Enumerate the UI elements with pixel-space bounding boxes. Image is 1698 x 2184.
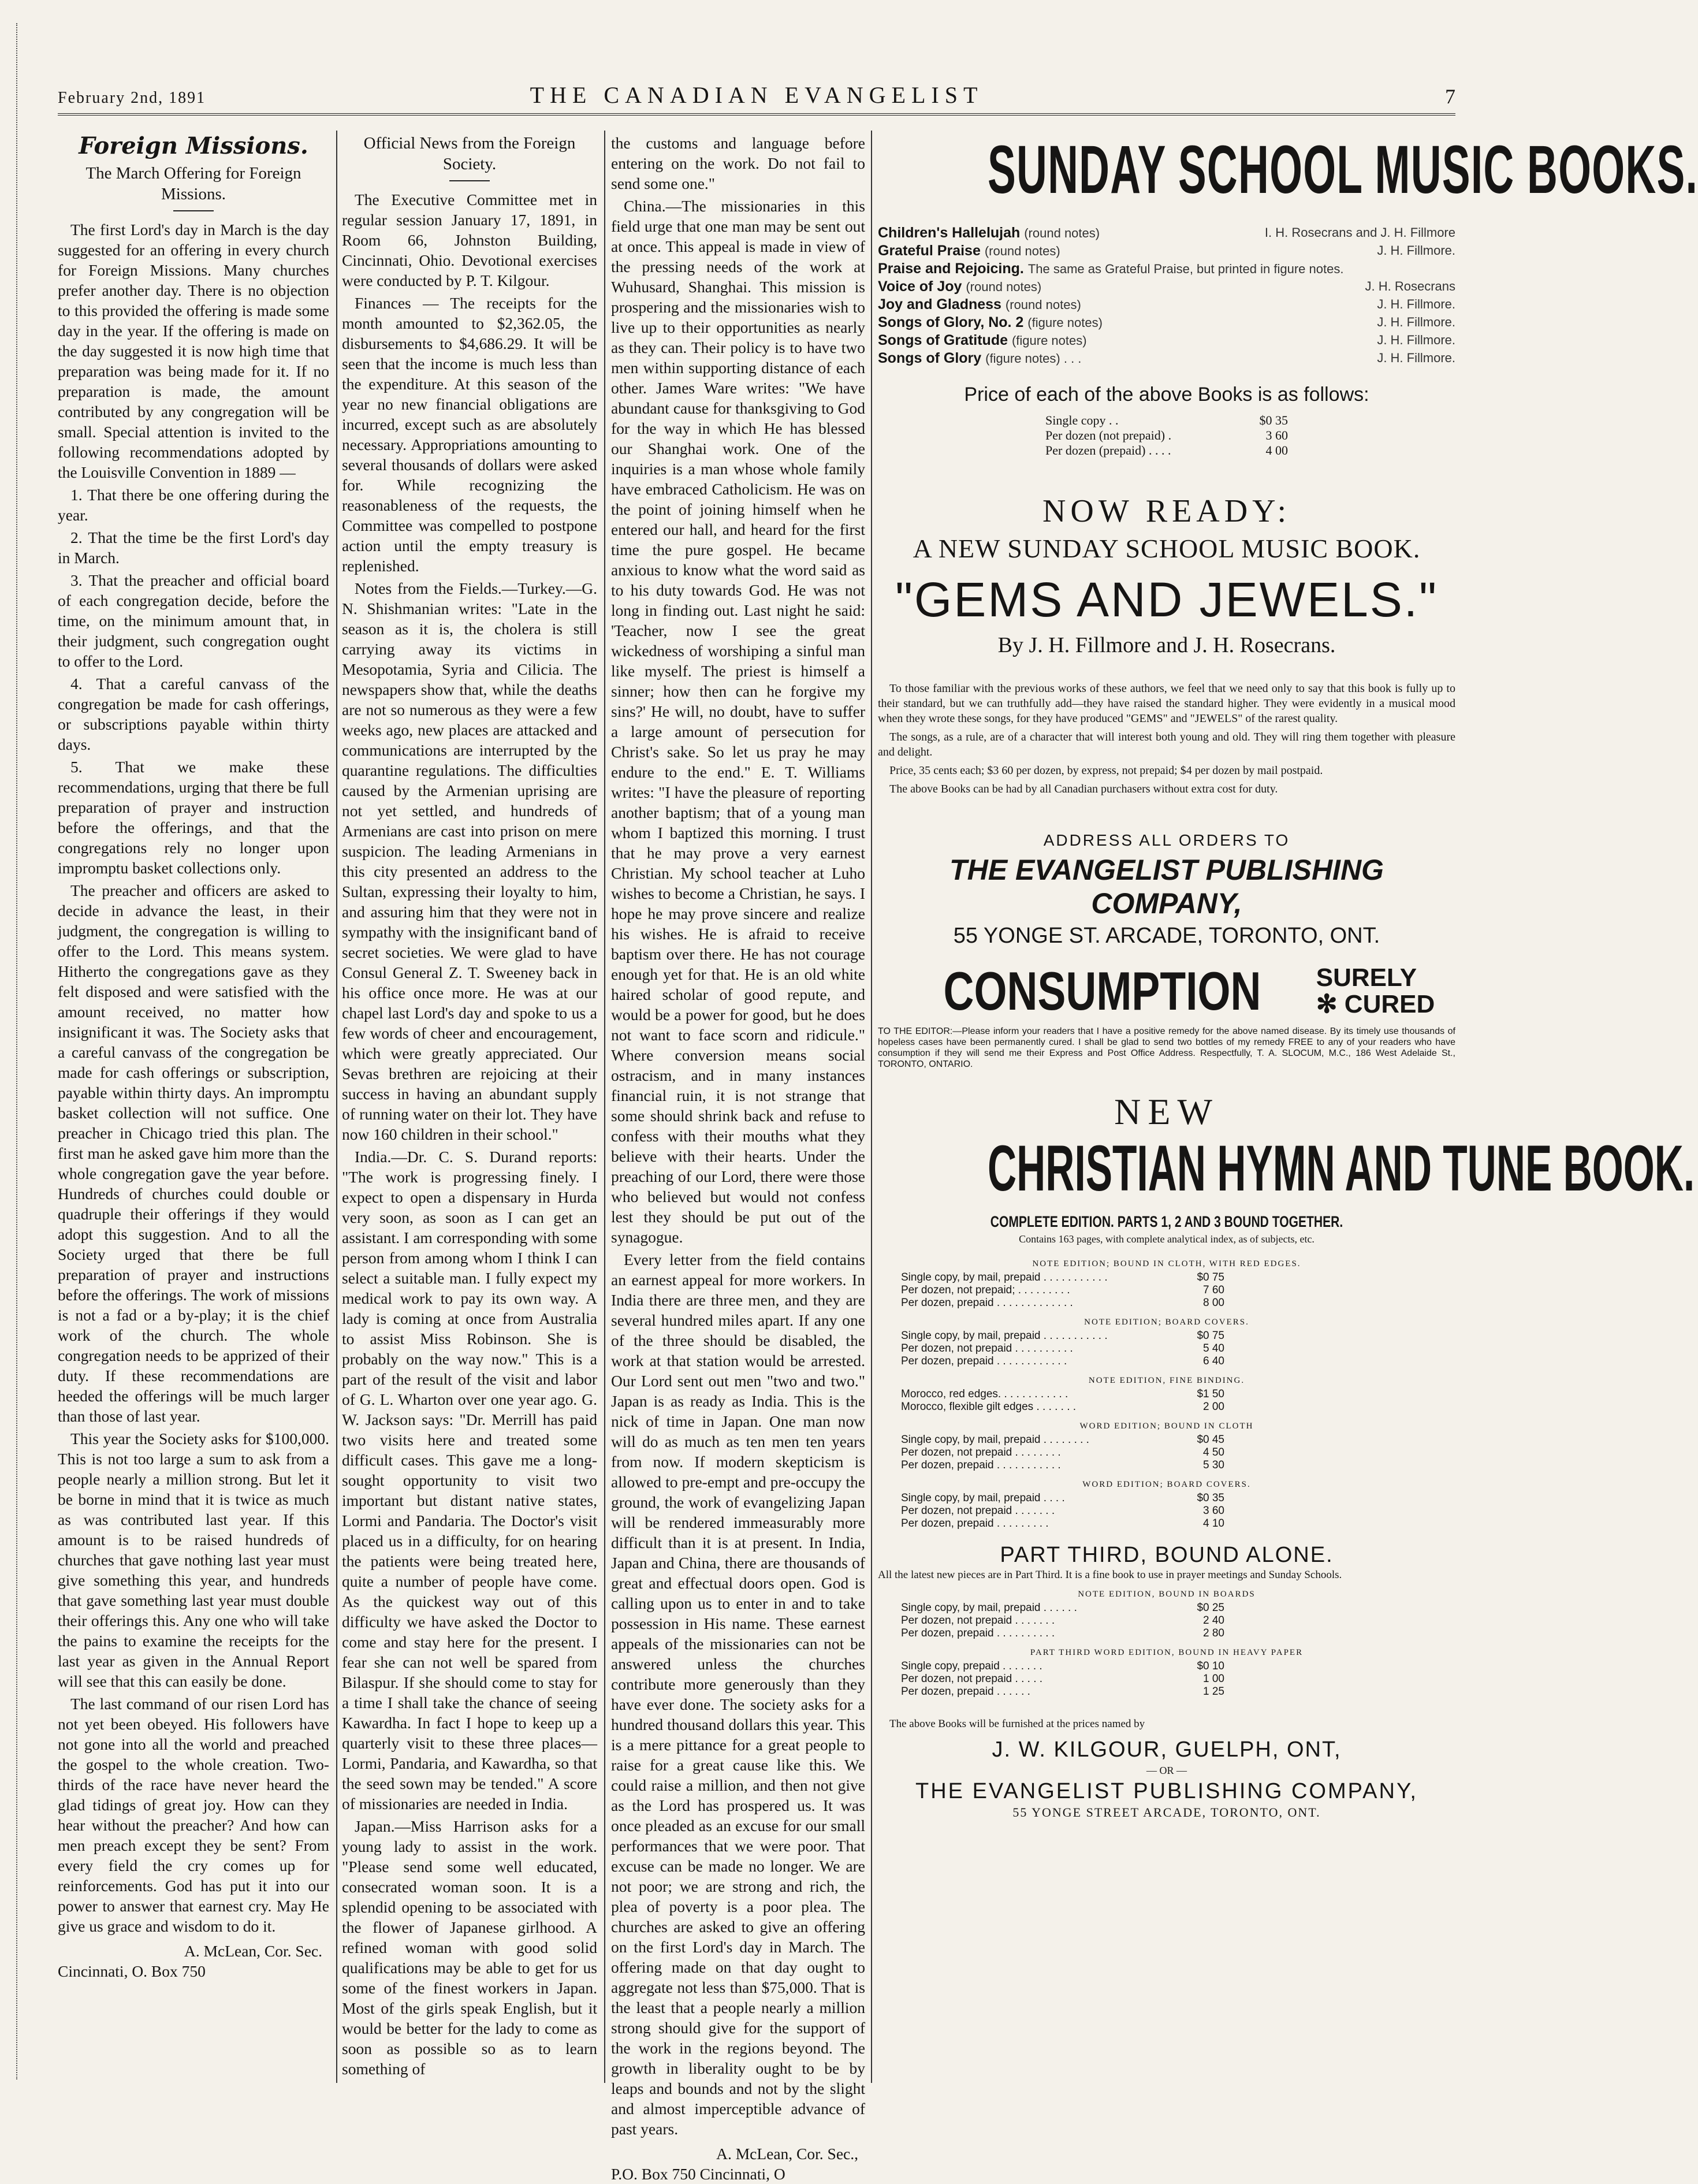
edition-label: Per dozen, prepaid . . . . . . . . . . . . .: [901, 1297, 1073, 1309]
edition-price: 3 60: [1203, 1505, 1224, 1517]
new-heading: NEW: [1114, 1091, 1219, 1132]
column-divider: [604, 131, 605, 2083]
edition-heading: WORD EDITION; BOARD COVERS.: [1082, 1480, 1251, 1489]
surely-text: SURELY: [1316, 963, 1417, 992]
edition-price: 2 80: [1203, 1627, 1224, 1639]
column-official-news-continued: [611, 133, 865, 2183]
edition-label: Morocco, flexible gilt edges . . . . . . .: [901, 1401, 1077, 1413]
edition-price: 5 30: [1203, 1459, 1224, 1471]
price-table: [1045, 413, 1288, 458]
book-author: J. H. Fillmore.: [1377, 243, 1455, 258]
column-divider: [336, 131, 337, 2083]
edition-label: Per dozen, prepaid . . . . . . . . . .: [901, 1627, 1055, 1639]
edition-row: [901, 1446, 1224, 1459]
divider: [173, 210, 214, 211]
edition-row: [901, 1330, 1224, 1342]
edition-price: $0 25: [1197, 1602, 1224, 1614]
edition-price: $1 50: [1197, 1388, 1224, 1400]
book-note: The same as Grateful Praise, but printed in figure notes.: [1027, 262, 1344, 276]
edition-row: [901, 1505, 1224, 1517]
edition-row: [901, 1602, 1224, 1614]
price-row: [1045, 413, 1288, 428]
article-paragraph: The preacher and officers are asked to decide in advance the least, in their judgment, the congregation is willing to offer to the Lord. This means system. Hitherto the congregations gave as they felt disposed and were satisfied with the amount received, no matter how insignificant it was. The Society asks that a careful canvass of the congregation be made for cash offerings or subscription, payable within thirty days. An impromptu basket collection will not suffice. One preacher in Chicago tried this plan. The first man he asked gave him more than the whole congregation gave the year before. Hundreds of churches could double or quadruple their offerings if they would adopt this suggestion. And to all the Society urged that there be full preparation of prayer and instructions before the offerings. The work of missions is not a fad or a by-play; it is the chief work of the church. The whole congregation needs to be apprized of their duty. If these recommendations are heeded the offerings will be much larger than those of last year.: [58, 881, 329, 1425]
edition-label: Per dozen, prepaid . . . . . . . . .: [901, 1517, 1049, 1530]
edition-price: 4 50: [1203, 1446, 1224, 1459]
book-row: [878, 260, 1455, 278]
edition-row: [901, 1627, 1224, 1640]
book-author: J. H. Rosecrans: [1365, 279, 1455, 293]
edition-label: Single copy, prepaid . . . . . . .: [901, 1660, 1042, 1672]
edition-heading: NOTE EDITION; BOARD COVERS.: [1084, 1318, 1249, 1327]
book-title-group: [878, 349, 1081, 367]
book-title-group: [878, 260, 1343, 278]
price-label: Per dozen (not prepaid) .: [1045, 428, 1172, 442]
book-author: J. H. Fillmore.: [1377, 351, 1455, 365]
price-heading: Price of each of the above Books is as follows:: [964, 384, 1369, 405]
article-paragraph: Finances — The receipts for the month amounted to $2,362.05, the disbursements to $4,686.29. It will be seen that the income is much less than the expenditure. At this season of the year no new financial obligations are incurred, except such as are absolutely necessary. Appropriations amounting to several thousands of dollars were asked for. While recognizing the reasonableness of the requests, the Committee was compelled to postpone action until the empty treasury is replenished.: [342, 294, 597, 575]
book-title-group: [878, 278, 1041, 296]
gems-description: To those familiar with the previous works of these authors, we feel that we need only to say that this book is fully up to their standard, but we can truthfully add—they have raised the standard higher. They were evidently in a musical mood when they wrote these songs, for they have produced "GEMS" and "JEWELS" of the rarest quality.: [878, 682, 1455, 725]
edition-heading: NOTE EDITION, FINE BINDING.: [1088, 1376, 1245, 1385]
complete-edition: COMPLETE EDITION. PARTS 1, 2 AND 3 BOUND TOGETHER.: [990, 1213, 1343, 1230]
divider: [449, 180, 490, 181]
part-third-price-list: [878, 1590, 1455, 1698]
gems-price: Price, 35 cents each; $3 60 per dozen, by express, not prepaid; $4 per dozen by mail postpaid.: [889, 764, 1323, 777]
edition-rows: [901, 1434, 1224, 1472]
hymn-book-title: CHRISTIAN HYMN AND TUNE BOOK.: [988, 1132, 1695, 1204]
ad-title: SUNDAY SCHOOL MUSIC BOOKS.: [988, 132, 1698, 208]
book-name: Songs of Glory, No. 2: [878, 314, 1028, 330]
book-note: (round notes): [1005, 297, 1081, 312]
edition-heading: NOTE EDITION, BOUND IN BOARDS: [1078, 1590, 1256, 1599]
column-foreign-missions: [58, 133, 329, 2085]
article-paragraph: the customs and language before entering on the work. Do not fail to send some one.": [611, 134, 865, 192]
book-row: [878, 224, 1455, 242]
article-paragraph: This year the Society asks for $100,000. This is not too large a sum to ask from a people nearly a million strong. But let it be borne in mind that it is twice as much as was contributed last year. If this amount is to be raised hundreds of churches that gave nothing last year must give something this year, and hundreds that gave something last year must double their offerings this. Any one who will take the pains to examine the receipts for the last year as given in the Annual Report will see that this can easily be done.: [58, 1430, 329, 1690]
signature-name: A. McLean, Cor. Sec.,: [716, 2145, 858, 2163]
issue-date: February 2nd, 1891: [58, 89, 206, 107]
edition-price: $0 35: [1197, 1492, 1224, 1504]
gems-byline: By J. H. Fillmore and J. H. Rosecrans.: [997, 633, 1336, 657]
new-book-heading: A NEW SUNDAY SCHOOL MUSIC BOOK.: [913, 534, 1421, 563]
price-row: [1045, 428, 1288, 443]
book-row: [878, 296, 1455, 314]
book-name: Songs of Glory: [878, 350, 986, 366]
book-row: [878, 278, 1455, 296]
part-third-note: All the latest new pieces are in Part Third. It is a fine book to use in prayer meetings and Sunday Schools.: [878, 1569, 1342, 1581]
book-title-group: [878, 296, 1081, 314]
edition-label: Per dozen, not prepaid; . . . . . . . . .: [901, 1284, 1070, 1296]
edition-price: 8 00: [1203, 1297, 1224, 1309]
column-official-news: [342, 133, 597, 2085]
edition-label: Per dozen, prepaid . . . . . . . . . . .: [901, 1459, 1061, 1471]
book-row: [878, 349, 1455, 367]
page-edge-markings: [16, 23, 23, 2079]
publisher-name-bottom: THE EVANGELIST PUBLISHING COMPANY,: [915, 1779, 1418, 1803]
music-books-advertisement: [878, 131, 1698, 2083]
edition-price: $0 75: [1197, 1271, 1224, 1283]
consumption-text: TO THE EDITOR:—Please inform your readers that I have a positive remedy for the above named disease. By its timely use thousands of hopeless cases have been permanently cured. I shall be glad to send two bottles of my remedy FREE to any of your readers who have consumption if they will send me their Express and Post Office Address. Respectfully, T. A. SLOCUM, M.C., 186 West Adelaide St., TORONTO, ONTARIO.: [878, 1026, 1455, 1069]
book-title-group: [878, 314, 1103, 332]
book-note: (round notes): [966, 280, 1042, 294]
edition-row: [901, 1297, 1224, 1309]
book-name: Voice of Joy: [878, 278, 966, 295]
price-value: $0 35: [1259, 413, 1288, 427]
edition-row: [901, 1459, 1224, 1472]
edition-price: $0 75: [1197, 1330, 1224, 1342]
edition-label: Single copy, by mail, prepaid . . . . . . . . . . .: [901, 1330, 1108, 1342]
book-row: [878, 242, 1455, 260]
recommendation-1: 1. That there be one offering during the year.: [58, 486, 329, 524]
or-separator: — OR —: [1146, 1765, 1187, 1776]
edition-price-list: [878, 1259, 1455, 1530]
edition-price: 6 40: [1203, 1355, 1224, 1367]
edition-rows: [901, 1271, 1224, 1309]
publisher-name: THE EVANGELIST PUBLISHING COMPANY,: [949, 854, 1384, 920]
article-title: Official News from the Foreign Society.: [363, 134, 576, 173]
article-paragraph: The last command of our risen Lord has not yet been obeyed. His followers have not gone into all the world and preached the gospel to the whole creation. Two-thirds of the race have never heard the glad tidings of great joy. How can they hear without the preacher? And how can men preach except they be sent? From every field the cry comes up for reinforcements. God has put it into our power to answer that earnest cry. May He give us grace and wisdom to do it.: [58, 1695, 329, 1935]
article-paragraph: China.—The missionaries in this field urge that one man may be sent out at once. This appeal is made in view of the pressing needs of the work at Wuhusard, Shanghai. This mission is prospering and the missionaries wish to live up to their opportunities as nearly as they can. Their policy is to have two men within supporting distance of each other. James Ware writes: "We have abundant cause for thanksgiving to God for the way in which He has blessed our Shanghai work. One of the inquiries is a man whose whole family have embraced Catholicism. He was on the point of joining himself when he entered our hall, and heard for the first time the pure gospel. He became anxious to know what the word said as to his duty towards God. He was not long in finding out. Last night he said: 'Teacher, now I see the great wickedness of worshiping a sinful man like myself. The priest is himself a sinner; how then can he forgive my sins?' He will, no doubt, have to suffer a large amount of persecution for Christ's sake. So let us pray he may endure to the end." E. T. Williams writes: "I have the pleasure of reporting another baptism; that of a young man whom I baptized this morning. I trust that he may prove a very earnest Christian. My school teacher at Luho wishes to become a Christian, he says. I hope he may prove sincere and realize his wishes. He is afraid to receive baptism over there. He has not courage enough yet for that. He is an old white haired scholar of good repute, and would be a power for good, but he does not want to face scorn and ridicule." Where conversion means social ostracism, and in many instances financial ruin, it is not strange that some should shrink back and refuse to confess with their mouths what they believe with their hearts. Under the preaching of our Lord, there were those who believed but would not confess lest they should be put out of the synagogue.: [611, 197, 865, 1246]
edition-heading: PART THIRD WORD EDITION, BOUND IN HEAVY PAPER: [1030, 1648, 1304, 1657]
book-name: Joy and Gladness: [878, 296, 1006, 312]
edition-label: Morocco, red edges. . . . . . . . . . . .: [901, 1388, 1068, 1400]
article-paragraph: The Executive Committee met in regular session January 17, 1891, in Room 66, Johnston Building, Cincinnati, Ohio. Devotional exercises were conducted by P. T. Kilgour.: [342, 191, 597, 289]
book-note: (figure notes): [1027, 315, 1103, 330]
surely-cured: [1316, 965, 1435, 1018]
edition-price: 1 25: [1203, 1686, 1224, 1698]
price-row: [1045, 443, 1288, 458]
book-title-group: [878, 224, 1100, 242]
edition-row: [901, 1673, 1224, 1686]
edition-label: Single copy, by mail, prepaid . . . .: [901, 1492, 1065, 1504]
page-number: 7: [1445, 85, 1455, 108]
article-paragraph: Notes from the Fields.—Turkey.—G. N. Shishmanian writes: "Late in the season as it is, the cholera is still carrying away its victims in Mesopotamia, Syria and Cilicia. The newspapers show that, while the deaths are not so numerous as they were a few weeks ago, new places are attacked and communications are interrupted by the quarantine regulations. The difficulties caused by the Armenian uprising are not yet settled, and hundreds of Armenians are cast into prison on mere suspicion. The leading Armenians in this city presented an address to the Sultan, expressing their loyalty to him, and assuring him that they were not in sympathy with the insignificant band of secret societies. We were glad to have Consul General Z. T. Sweeney back in his office once more. He was at our chapel last Lord's day and spoke to us a few words of cheer and encouragement, which were greatly appreciated. Our Sevas brethren are rejoicing at their success in having an abundant supply of running water on their lot. They have now 160 children in their school.": [342, 579, 597, 1143]
part-third-heading: PART THIRD, BOUND ALONE.: [1000, 1543, 1334, 1567]
price-label: Single copy . .: [1045, 413, 1119, 427]
column-divider: [871, 131, 872, 2083]
gems-and-jewels-title: "GEMS AND JEWELS.": [895, 572, 1438, 627]
now-ready-heading: NOW READY:: [1042, 493, 1291, 529]
book-note: (figure notes) . . .: [985, 351, 1082, 366]
gems-duty-note: The above Books can be had by all Canadian purchasers without extra cost for duty.: [889, 783, 1278, 795]
book-note: (round notes): [1024, 226, 1100, 240]
book-author: I. H. Rosecrans and J. H. Fillmore: [1264, 225, 1455, 240]
edition-price: 7 60: [1203, 1284, 1224, 1296]
edition-row: [901, 1660, 1224, 1673]
article-paragraph: India.—Dr. C. S. Durand reports: "The work is progressing finely. I expect to open a dispensary in Hurda very soon, as soon as I can get an assistant. I am corresponding with some person from among whom I think I can select a suitable man. I fully expect my medical work to pay its own way. A lady is coming at once from Australia to assist Miss Robinson. She is probably on the way now." This is a part of the result of the visit and labor of G. L. Wharton over one year ago. G. W. Jackson says: "Dr. Merrill has paid two visits here and treated some difficult cases. This gave me a long-sought opportunity to visit two important but distant native states, Lormi and Pandaria. The Doctor's visit placed us in a difficulty, for on hearing the patients were being treated here, quite a number of people have come. As the quickest way out of this difficulty we have asked the Doctor to come and stay here for the present. I fear she can not well be spared from Bilaspur. If she should come to stay for a time I shall take the chance of seeing Kawardha. In fact I hope to keep up a quarterly visit to these three places—Lormi, Pandaria, and Kawardha, so that the seed sown may be tended." A score of missionaries are needed in India.: [342, 1148, 597, 1813]
paper-title: THE CANADIAN EVANGELIST: [530, 82, 984, 108]
edition-heading: NOTE EDITION; BOUND IN CLOTH, WITH RED EDGES.: [1032, 1259, 1301, 1268]
edition-label: Per dozen, not prepaid . . . . .: [901, 1673, 1043, 1685]
signature-place: Cincinnati, O. Box 750: [58, 1962, 206, 1980]
edition-price: $0 45: [1197, 1434, 1224, 1446]
recommendation-3: 3. That the preacher and official board of each congregation decide, before the time, on the minimum amount that, in their judgment, such congregation ought to offer to the Lord.: [58, 571, 329, 670]
book-name: Praise and Rejoicing.: [878, 261, 1028, 277]
book-row: [878, 314, 1455, 332]
edition-label: Per dozen, prepaid . . . . . .: [901, 1686, 1030, 1698]
edition-price: 2 40: [1203, 1614, 1224, 1627]
address-all-orders: ADDRESS ALL ORDERS TO: [1043, 831, 1290, 849]
edition-label: Per dozen, not prepaid . . . . . . .: [901, 1614, 1055, 1627]
edition-label: Per dozen, not prepaid . . . . . . . . . .: [901, 1342, 1073, 1355]
edition-rows: [901, 1660, 1224, 1698]
book-note: (round notes): [984, 244, 1060, 258]
edition-label: Per dozen, prepaid . . . . . . . . . . . .: [901, 1355, 1067, 1367]
article-paragraph: Every letter from the field contains an earnest appeal for more workers. In India there are three men, and they are several hundred miles apart. If any one of the three should be disabled, the work at that station would be arrested. Our Lord sent out men "two and two." Japan is as ready as India. This is the nick of time in Japan. One man now will do as much as ten men ten years from now. If modern skepticism is allowed to pre-empt and pre-occupy the ground, the work of evangelizing Japan will be rendered immeasurably more difficult than it is at present. In India, Japan and China, there are thousands of great and effectual doors open. God is calling upon us to enter in and to take possession in His name. These earnest appeals of the missionaries can not be answered unless the churches contribute more generously than they have ever done. The society asks for a hundred thousand dollars this year. This is a mere pittance for a great people to raise for a great cause like this. We could raise a million, and then not give as the Lord has prospered us. It was once pleaded as an excuse for our small performances that we were poor. That excuse can be made no longer. We are not poor; we are strong and rich, the plea of poverty is a poor plea. The churches are asked to give an offering on the first Lord's day in March. The offering made on that day ought to aggregate not less than $75,000. That is the least that a people nearly a million strong should give for the support of the work in the regions beyond. The growth in liberality ought to be by leaps and bounds and not by the slight and almost imperceptible advance of past years.: [611, 1251, 865, 2138]
edition-rows: [901, 1492, 1224, 1530]
edition-row: [901, 1434, 1224, 1446]
edition-price: 4 10: [1203, 1517, 1224, 1530]
article-paragraph: Japan.—Miss Harrison asks for a young lady to assist in the work. "Please send some well educated, consecrated woman soon. It is a splendid opening to be associated with the flower of Japanese girlhood. A refined woman with good solid qualifications may be able to get for us some of the finest workers in Japan. Most of the girls speak English, but it would be better for the lady to come as soon as possible so as to learn something of: [342, 1817, 597, 2078]
consumption-heading: CONSUMPTION: [943, 961, 1261, 1021]
edition-row: [901, 1492, 1224, 1505]
publisher-address: 55 YONGE ST. ARCADE, TORONTO, ONT.: [953, 924, 1380, 948]
edition-row: [901, 1401, 1224, 1413]
article-title: The March Offering for Foreign Missions.: [85, 164, 301, 203]
book-row: [878, 332, 1455, 349]
edition-price: $0 10: [1197, 1660, 1224, 1672]
gems-description: The songs, as a rule, are of a character that will interest both young and old. They will ring them together with pleasure and delight.: [878, 731, 1455, 758]
publisher-address-bottom: 55 YONGE STREET ARCADE, TORONTO, ONT.: [1012, 1805, 1321, 1820]
edition-label: Single copy, by mail, prepaid . . . . . . . .: [901, 1434, 1089, 1446]
price-value: 3 60: [1265, 428, 1288, 442]
edition-heading: WORD EDITION; BOUND IN CLOTH: [1079, 1422, 1254, 1431]
edition-rows: [901, 1602, 1224, 1640]
recommendation-2: 2. That the time be the first Lord's day in March.: [58, 529, 329, 567]
recommendation-4: 4. That a careful canvass of the congregation be made for cash offerings, or subscriptions payable within thirty days.: [58, 675, 329, 753]
agent-kilgour: J. W. KILGOUR, GUELPH, ONT,: [992, 1737, 1342, 1762]
edition-price: 5 40: [1203, 1342, 1224, 1355]
section-heading: Foreign Missions.: [79, 132, 308, 159]
edition-rows: [901, 1330, 1224, 1368]
masthead: [58, 81, 1455, 116]
book-name: Songs of Gratitude: [878, 332, 1012, 348]
book-list: [878, 224, 1455, 367]
edition-price: 1 00: [1203, 1673, 1224, 1685]
book-note: (figure notes): [1011, 333, 1087, 348]
edition-row: [901, 1284, 1224, 1297]
cured-text: ✻ CURED: [1316, 990, 1435, 1018]
edition-row: [901, 1686, 1224, 1698]
book-author: J. H. Fillmore.: [1377, 315, 1455, 329]
furnished-note: The above Books will be furnished at the prices named by: [889, 1718, 1145, 1730]
book-name: Grateful Praise: [878, 243, 985, 259]
edition-row: [901, 1388, 1224, 1401]
edition-rows: [901, 1388, 1224, 1413]
edition-row: [901, 1614, 1224, 1627]
consumption-ad: [878, 960, 1455, 1022]
book-title-group: [878, 332, 1087, 349]
edition-row: [901, 1517, 1224, 1530]
contents-note: Contains 163 pages, with complete analytical index, as of subjects, etc.: [1019, 1233, 1315, 1245]
signature-address: P.O. Box 750 Cincinnati, O: [611, 2165, 785, 2183]
price-value: 4 00: [1265, 443, 1288, 457]
edition-row: [901, 1355, 1224, 1368]
signature-name: A. McLean, Cor. Sec.: [184, 1942, 322, 1960]
article-paragraph: The first Lord's day in March is the day suggested for an offering in every church for Foreign Missions. Many churches prefer another day. There is no objection to this provided the offering is made some day in the year. If the offering is made on the day suggested it is now high time that preparation was being made for it. If no preparation is made, the amount contributed by any congregation will be small. Special attention is invited to the following recommendations adopted by the Louisville Convention in 1889 —: [58, 221, 329, 481]
book-title-group: [878, 242, 1060, 260]
edition-row: [901, 1271, 1224, 1284]
edition-label: Per dozen, not prepaid . . . . . . . .: [901, 1446, 1061, 1459]
edition-price: 2 00: [1203, 1401, 1224, 1413]
edition-row: [901, 1342, 1224, 1355]
price-label: Per dozen (prepaid) . . . .: [1045, 443, 1171, 457]
recommendation-5: 5. That we make these recommendations, urging that there be full preparation of prayer and instruction before the offerings, and that the congregations rely no longer upon impromptu basket collections only.: [58, 758, 329, 877]
edition-label: Single copy, by mail, prepaid . . . . . . . . . . .: [901, 1271, 1108, 1283]
edition-label: Single copy, by mail, prepaid . . . . . .: [901, 1602, 1077, 1614]
edition-label: Per dozen, not prepaid . . . . . . .: [901, 1505, 1055, 1517]
book-author: J. H. Fillmore.: [1377, 333, 1455, 347]
book-name: Children's Hallelujah: [878, 225, 1025, 241]
book-author: J. H. Fillmore.: [1377, 297, 1455, 311]
